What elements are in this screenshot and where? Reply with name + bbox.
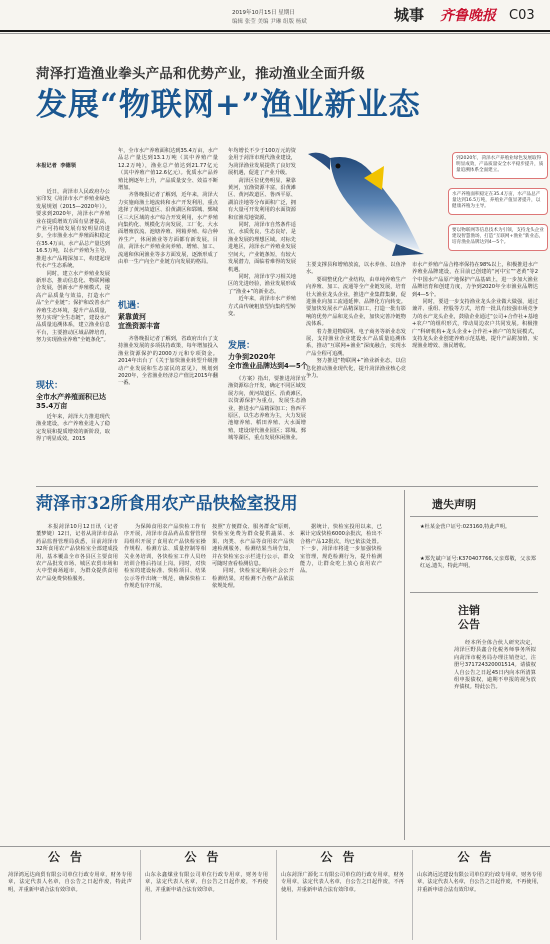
editor-credits: 编辑 张莹 美编 尹琳 组版 杨斌 [232,19,307,25]
story2-column-4-text: 据统计，快检室投用以来，已累计完成快检6000余批次，检出不合格产品12批次，均已依法处置。下一步，菏泽市将进一步加强快检室管理，规范检测行为，提升检测能力，让群众吃上放心食用农产品。 [300,524,382,575]
subhead-status-detail: 全市水产养殖面积已达35.4万亩 [36,393,106,410]
lead-byline: 本报记者 李德领 [36,162,76,169]
lead-column-1-text: 近日，菏泽市人民政府办公室印发《菏泽市水产养殖业绿色发展规划（2015—2020年）》。要求到2020年，菏泽水产养殖业在提质增效方面有显著提高，产业可持续发展有较明显的进步。全市渔业水产养殖面积稳定在35.4万亩，水产品总产量达到16.5万吨，以水产养殖为主导，推进水产品精深加工，构建起现代水产生态系统。 同时，建立水产养殖业发展新形态，推动信息化、物联网融合发展，创新水产养殖模式，提高产品质量与效益，打造水产品“全产业链”；保护和改善水产养殖生态环境，提升产品质量，努力实现“全生态链”，建设水产品质量追溯体系，建立渔业信息平台，主要推动区域品牌培育，努力实现渔业养殖“全链条化”。 [36,189,110,344]
fish-icon [300,148,460,256]
masthead-rule [0,30,550,32]
notices-row [4,850,546,940]
notice-4-title: 公告 [457,850,502,864]
subhead-opportunity-detail: 紧靠黄河 宜渔资源丰富 [118,313,160,330]
notice-3 [276,850,408,940]
subhead-development-detail: 力争到2020年 全市渔业品牌达到4—5个 [228,353,308,370]
lead-kicker: 菏泽打造渔业拳头产品和优势产业，推动渔业全面升级 [36,66,365,82]
cancel-notice-title: 注销 公告 [458,604,480,631]
cancel-notice-body: 经本所全体合伙人研究决定，菏泽巨野县鑫合化税务师事务所拟向菏泽市税务局办理注销登记，注册号371724320001514。请债权人自公告之日起45日内向本所清算组申报债权，逾期不申报的视为放弃债权。特此公告。 [454,640,536,691]
lead-column-3b-text: 《方案》指出，要推进菏泽宜渔资源综合开发，确定不同区域发展方向，黄河故道区、沿黄滩区，以资源保护为重点，发展生态渔业，推进水产品精深加工；鲁西平原区，以生态养殖为主，大力发展池塘养殖、稻田养殖、大水面增殖，建设现代渔业园区；郓城、鄄城等湖区，重点发展休闲渔业。 [228,376,306,442]
subhead-opportunity: 机遇： [118,301,146,311]
lead-column-1b-text: 近年来，菏泽大力推进现代渔业建设，水产养殖业进入了稳定发展和提质增效的新阶段，取得了明显成效。2015 [36,414,110,443]
fish-infographic [300,148,548,256]
story-divider [36,486,538,487]
section-title: 城事 [394,6,425,24]
notice-1-title: 公告 [47,850,92,864]
story2-column-3-text: 按照“方便群众、服务群众”原则，快检室免费为群众提供蔬菜、水果、肉类、水产品等食用农产品快速检测服务，检测结果当场告知，并在快检室公示栏进行公示，群众可随时查看检测信息。 同时，快检室定期向社会公开检测结果，对检测不合格产品依法依规处理。 [212,524,294,590]
lost-notice-title: 遗失声明 [432,498,476,511]
newspaper-logo: 齐鲁晚报 [440,8,496,24]
notice-4-body: 山东鸿远达建设有限公司单位的行政专用章，财务专用章，法定代表人名章，自公告之日起作废，不再使用，并重新申请合法有效印章。 [417,872,542,893]
notice-3-body: 山东菏泽广源化工有限公司单位的行政专用章，财务专用章，法定代表人名章，自公告之日起作废，不再使用，并重新申请合法有效印章。 [281,872,404,893]
notice-2-title: 公告 [184,850,229,864]
lead-column-4-text: 主要支撑县和增殖放流，以水养鱼、以鱼净水。 要调整优化产业结构，由单纯养殖生产向养殖、加工、流通等全产业链发展，培育壮大渔业龙头企业，推进产业集群集聚，促进渔业向加工流通延伸、品牌化方向转变。要加快发展水产品精深加工，打造一批有影响的优势产品和龙头企业，加快完善冷链物流体系。 着力推进物联网、电子商务等新业态发展，支持渔业企业建设水产品质量追溯体系，推动“互联网+渔业”深度融合，实现水产品全程可追溯。 努力推进“物联网+”渔业新业态，以信息化推动渔业现代化，提升菏泽渔业核心竞争力。 [306,262,406,380]
notice-1 [4,850,136,940]
lead-column-2b-text: 齐鲁晚报记者了解到，省政府出台了支持渔业发展的多项扶持政策，每年增加投入渔业资源保护的2000万元和专项资金。2014年出台了《关于加快渔业转型升级推动产业发展和生态富民的意见》，规划到2020年，全省渔业经济总产值比2015年翻一番。 [118,336,218,387]
subhead-development: 发展： [228,341,256,351]
page-number: C03 [509,8,535,23]
issue-date: 2019年10月15日 星期日 [232,10,295,16]
lead-column-2-text: 年，全市水产养殖面积达到35.4万亩，水产品总产量达到13.1万吨（其中养殖产量12.2万吨），渔业总产值达到21.77亿元（其中养殖产值12.6亿元）。优质水产品养殖比例逐年上升，产品质量安全、效益不断增加。 齐鲁晚报记者了解到，近年来，菏泽大力实施商渔土地流转和水产开发利用，重点选择了黄河故道区、沿黄湖区和郓城、鄄城区三大区域的水产综合开发利用，水产养殖向集约化、规模化方向发展，工厂化、大水面增殖放流、池塘养殖、网箱养殖、综合种养生产，休闲渔业等方面都有新发展。目前，菏泽水产养殖业向养殖、增殖、加工、流通和休闲渔业等多方面发展，逐渐形成了由单一生产向全产业链方向发展的格局。 [118,148,218,266]
notice-2-body: 山东永鑫煤业有限公司单位行政专用章，财务专用章，法定代表人名章，自公告之日起作废，不再使用，并重新申请合法有效印章。 [145,872,268,893]
story2-column-1-text: 本报菏泽10月12日讯（记者 董梦婕）12日，记者从菏泽市食品药品监督管理局获悉，目前菏泽市32所食用农产品快检室全部建成投用，基本覆盖全市各县区主要食用农产品批发市场、城区农贸市场和大中型商场超市，为群众提供食用农产品免费快检服务。 [36,524,120,582]
lost-notice-item-1: ★杜某金营户证号:023160,特此声明。 [420,524,511,530]
notice-4 [412,850,546,940]
lost-notice-rule [410,516,538,517]
story2-headline: 菏泽市32所食用农产品快检室投用 [36,494,298,514]
lead-column-3-text: 年均增长不少于100万元的资金用于菏泽市现代渔业建设，为菏泽渔业发展提供了良好发展机遇，促进了产业升级。 菏泽区位优势明显，紧靠黄河，宜渔资源丰富，沿黄滩区、黄河故道区、鲁西平原、湖泊洼地等分布面积广泛，拥有大量可开发利用的水面资源和宜渔荒地资源。 同时，菏泽市自然条件适宜，水质优良，生态良好，是渔业发展的理想区域。对标先进地区，菏泽水产养殖业发展空间大，产业链条短，有较大发展潜力，面临着难得的发展机遇。 同时，菏泽市学习相关地区的先进经验，渔业发展形成了“渔业+”的新业态。 近年来，菏泽市水产养殖方式由传统粗放型向集约型转变。 [228,148,296,317]
infographic-callout-3: 要以物联网等信息技术为引领，支持龙头企业建设智慧渔场，打造“互联网+渔业”新业态，培育渔业品牌达到4—5个。 [448,224,548,251]
masthead-rule-thin [0,33,550,34]
story2-column-2-text: 为保障食用农产品快检工作有序开展，菏泽市食品药品监督管理局组织开展了食用农产品快检室操作规程、检测方法、质量控制等相关业务培训，各快检室工作人员经培训合格后持证上岗。同时，对快检室的建设标准、快检项目、结果公示等作出统一规范，确保快检工作规范有序开展。 [124,524,206,590]
notice-1-body: 菏泽鸿远达商贸有限公司单位行政专用章，财务专用章，法定代表人名章，自公告之日起作废，特此声明，并重新申请合法有效印章。 [8,872,132,893]
sidebar-divider [404,490,405,840]
subhead-status: 现状： [36,381,64,391]
lead-headline: 发展“物联网+”渔业新业态 [36,87,421,123]
sidebar-rule [410,592,538,593]
lead-column-1 [36,148,110,378]
lost-notice-item-2: ★郑先斌户证号:K370407766,父亲郑敬，父亲郑红运,遗失，特此声明。 [420,556,536,570]
lead-column-5-text: 市水产养殖产品合格率保持在98%以上，积极推进水产养殖业品牌建设，在目前已创建的“河中宝”“老黄”等2个中国水产品原产地保护产品基础上，进一步加大渔业品牌培育和创建力度，力争到2020年全市渔业品牌达到4—5个。 同时，要进一步支持渔业龙头企业做大做强，通过兼并、重组、控股等方式，培育一批具有较强市场竞争力的水产龙头企业，鼓励企业通过“公司+合作社+基地+农户”的组织形式，带动周边农户共同发展。积极推广“科研机构+龙头企业+合作社+渔户”的发展模式，支持龙头企业创建养殖示范基地，提升产品附加值，实现渔业增效、渔民增收。 [412,262,538,350]
notice-2 [140,850,272,940]
infographic-callout-1: 到2020年，菏泽水产养殖业绿色发展取得明显成效，产品质量安全水平稳步提升，质量追溯体系全面建立。 [452,152,548,179]
infographic-callout-2: 水产养殖面积稳定在35.4万亩，水产品总产量达到16.5万吨，养殖业产值显著提升，以健康养殖为主导。 [448,188,548,215]
notice-3-title: 公告 [320,850,365,864]
notices-top-rule [0,846,550,847]
